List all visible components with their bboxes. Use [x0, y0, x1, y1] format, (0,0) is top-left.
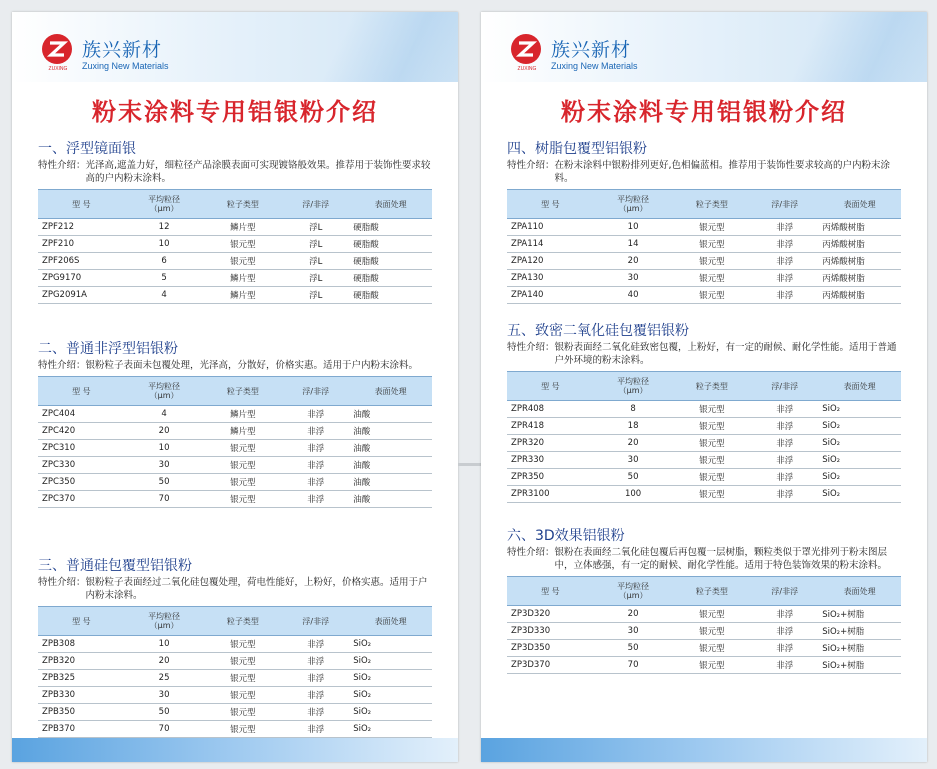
- model-column-header: 型 号: [38, 190, 125, 219]
- footer-band: [12, 738, 458, 762]
- particle-size-cell: 70: [594, 657, 673, 674]
- table-header-row: [507, 577, 901, 606]
- model-cell: ZPC350: [38, 474, 125, 491]
- float-cell: 浮L: [282, 219, 349, 236]
- table-row: [38, 236, 432, 253]
- table-row: [38, 423, 432, 440]
- product-spec-table: [38, 376, 432, 508]
- particle-type-cell: 银元型: [203, 670, 282, 687]
- particle-size-cell: 6: [125, 253, 204, 270]
- table-row: [38, 474, 432, 491]
- product-spec-table: [38, 606, 432, 738]
- particle-size-cell: 4: [125, 287, 204, 304]
- float-cell: 非浮: [282, 687, 349, 704]
- table-row: [38, 687, 432, 704]
- particle-type-cell: 银元型: [672, 236, 751, 253]
- particle-type-cell: 鳞片型: [203, 287, 282, 304]
- particle-type-cell: 银元型: [672, 623, 751, 640]
- intro-text: 银粉粒子表面未包覆处理，光泽高，分散好，价格实惠。适用于户内粉末涂料。: [85, 360, 419, 371]
- float-cell: 非浮: [751, 452, 818, 469]
- surface-treatment-cell: SiO₂: [349, 704, 432, 721]
- float-cell: 非浮: [282, 406, 349, 423]
- float-cell: 非浮: [282, 440, 349, 457]
- surface-treatment-cell: 硬脂酸: [349, 219, 432, 236]
- table-header-row: [38, 377, 432, 406]
- section-heading: 四、树脂包覆型铝银粉: [507, 141, 647, 157]
- particle-type-cell: 鳞片型: [203, 406, 282, 423]
- particle-size-column-header: 平均粒径 （μm）: [594, 372, 673, 401]
- surface-treatment-cell: SiO₂: [818, 452, 901, 469]
- float-column-header: 浮/非浮: [751, 577, 818, 606]
- model-cell: ZPC420: [38, 423, 125, 440]
- intro-label: 特性介绍：: [507, 160, 555, 171]
- product-section: [507, 527, 901, 674]
- particle-size-cell: 20: [594, 435, 673, 452]
- table-row: [507, 623, 901, 640]
- model-cell: ZP3D370: [507, 657, 594, 674]
- model-cell: ZPA114: [507, 236, 594, 253]
- surface-treatment-cell: SiO₂: [818, 435, 901, 452]
- surface-treatment-cell: SiO₂+树脂: [818, 623, 901, 640]
- particle-type-cell: 银元型: [203, 636, 282, 653]
- table-body: [507, 219, 901, 304]
- section-heading: 三、普通硅包覆型铝银粉: [38, 558, 192, 574]
- model-cell: ZPC404: [38, 406, 125, 423]
- table-row: [507, 418, 901, 435]
- surface-treatment-cell: SiO₂+树脂: [818, 640, 901, 657]
- particle-size-cell: 5: [125, 270, 204, 287]
- particle-size-cell: 50: [594, 640, 673, 657]
- table-header: [38, 607, 432, 636]
- product-section: [507, 140, 901, 304]
- product-spec-table: [507, 371, 901, 503]
- particle-size-cell: 30: [125, 687, 204, 704]
- particle-type-cell: 鳞片型: [203, 219, 282, 236]
- model-cell: ZPC370: [38, 491, 125, 508]
- surface-treatment-cell: SiO₂: [349, 636, 432, 653]
- float-cell: 非浮: [282, 423, 349, 440]
- model-cell: ZPG9170: [38, 270, 125, 287]
- surface-treatment-cell: 油酸: [349, 457, 432, 474]
- model-cell: ZPA120: [507, 253, 594, 270]
- surface-treatment-cell: SiO₂: [818, 469, 901, 486]
- float-cell: 非浮: [282, 704, 349, 721]
- surface-treatment-cell: 硬脂酸: [349, 236, 432, 253]
- table-body: [507, 401, 901, 503]
- particle-size-column-header: 平均粒径 （μm）: [125, 607, 204, 636]
- page-title: 粉末涂料专用铝银粉介绍: [561, 98, 847, 126]
- intro-text: 光泽高,遮盖力好，细粒径产品涂膜表面可实现镀铬般效果。推荐用于装饰性要求较高的户内粉末涂料。: [85, 160, 431, 184]
- float-column-header: 浮/非浮: [282, 190, 349, 219]
- model-cell: ZP3D350: [507, 640, 594, 657]
- particle-type-cell: 银元型: [672, 452, 751, 469]
- table-row: [38, 270, 432, 287]
- section-intro: [38, 159, 432, 185]
- float-cell: 非浮: [751, 657, 818, 674]
- float-cell: 非浮: [751, 253, 818, 270]
- table-row: [38, 253, 432, 270]
- logo-small-text: ZUXING: [517, 66, 537, 72]
- product-spec-table: [507, 576, 901, 674]
- table-header-row: [38, 190, 432, 219]
- model-cell: ZPR408: [507, 401, 594, 418]
- particle-type-cell: 银元型: [203, 721, 282, 738]
- surface-treatment-cell: 丙烯酸树脂: [818, 287, 901, 304]
- float-cell: 非浮: [751, 418, 818, 435]
- float-cell: 非浮: [751, 486, 818, 503]
- particle-size-cell: 12: [125, 219, 204, 236]
- table-row: [38, 491, 432, 508]
- table-body: [507, 606, 901, 674]
- float-column-header: 浮/非浮: [282, 607, 349, 636]
- particle-type-column-header: 粒子类型: [203, 607, 282, 636]
- float-cell: 非浮: [751, 623, 818, 640]
- surface-treatment-cell: SiO₂: [349, 721, 432, 738]
- surface-treatment-cell: SiO₂: [349, 653, 432, 670]
- particle-size-cell: 30: [594, 452, 673, 469]
- particle-type-cell: 银元型: [203, 253, 282, 270]
- model-cell: ZPB330: [38, 687, 125, 704]
- table-header: [507, 372, 901, 401]
- surface-treatment-cell: 油酸: [349, 474, 432, 491]
- particle-size-cell: 70: [125, 721, 204, 738]
- section-heading: 二、普通非浮型铝银粉: [38, 341, 178, 357]
- float-cell: 浮L: [282, 270, 349, 287]
- company-english-name: Zuxing New Materials: [82, 61, 169, 71]
- float-cell: 非浮: [751, 640, 818, 657]
- surface-treatment-cell: 硬脂酸: [349, 287, 432, 304]
- particle-size-cell: 50: [125, 704, 204, 721]
- particle-size-cell: 50: [125, 474, 204, 491]
- model-cell: ZPC310: [38, 440, 125, 457]
- float-cell: 非浮: [751, 236, 818, 253]
- particle-size-column-header: 平均粒径 （μm）: [594, 577, 673, 606]
- model-cell: ZPF210: [38, 236, 125, 253]
- surface-treatment-column-header: 表面处理: [349, 377, 432, 406]
- table-body: [38, 219, 432, 304]
- surface-treatment-cell: 硬脂酸: [349, 270, 432, 287]
- float-column-header: 浮/非浮: [751, 190, 818, 219]
- product-section: [507, 322, 901, 503]
- model-cell: ZP3D320: [507, 606, 594, 623]
- particle-size-column-header: 平均粒径 （μm）: [125, 190, 204, 219]
- particle-size-cell: 8: [594, 401, 673, 418]
- surface-treatment-cell: 硬脂酸: [349, 253, 432, 270]
- model-column-header: 型 号: [38, 377, 125, 406]
- surface-treatment-cell: 丙烯酸树脂: [818, 219, 901, 236]
- surface-treatment-cell: SiO₂: [349, 687, 432, 704]
- table-row: [507, 606, 901, 623]
- table-header: [507, 190, 901, 219]
- model-cell: ZPA130: [507, 270, 594, 287]
- particle-size-column-header: 平均粒径 （μm）: [125, 377, 204, 406]
- table-body: [38, 406, 432, 508]
- particle-size-cell: 14: [594, 236, 673, 253]
- table-header: [507, 577, 901, 606]
- particle-type-cell: 银元型: [203, 653, 282, 670]
- company-name: 族兴新材: [551, 39, 632, 61]
- company-name: 族兴新材: [82, 39, 163, 61]
- float-cell: 浮L: [282, 253, 349, 270]
- float-cell: 浮L: [282, 287, 349, 304]
- table-row: [38, 653, 432, 670]
- particle-type-column-header: 粒子类型: [672, 372, 751, 401]
- section-intro: [38, 359, 432, 372]
- particle-type-cell: 银元型: [672, 435, 751, 452]
- intro-label: 特性介绍：: [507, 342, 555, 353]
- table-row: [38, 219, 432, 236]
- float-cell: 非浮: [751, 219, 818, 236]
- surface-treatment-cell: SiO₂: [818, 418, 901, 435]
- table-row: [507, 469, 901, 486]
- particle-size-cell: 100: [594, 486, 673, 503]
- float-cell: 非浮: [282, 653, 349, 670]
- float-cell: 非浮: [282, 457, 349, 474]
- particle-size-cell: 20: [594, 253, 673, 270]
- surface-treatment-cell: 丙烯酸树脂: [818, 236, 901, 253]
- particle-type-cell: 银元型: [672, 219, 751, 236]
- particle-type-cell: 银元型: [203, 440, 282, 457]
- float-cell: 浮L: [282, 236, 349, 253]
- particle-type-cell: 银元型: [672, 401, 751, 418]
- logo-z-icon: [511, 34, 541, 64]
- table-row: [38, 287, 432, 304]
- model-cell: ZPC330: [38, 457, 125, 474]
- particle-type-cell: 鳞片型: [203, 270, 282, 287]
- float-cell: 非浮: [282, 636, 349, 653]
- table-row: [507, 640, 901, 657]
- float-cell: 非浮: [751, 469, 818, 486]
- particle-size-cell: 70: [125, 491, 204, 508]
- intro-label: 特性介绍：: [38, 360, 86, 371]
- float-column-header: 浮/非浮: [282, 377, 349, 406]
- table-row: [507, 401, 901, 418]
- particle-type-cell: 银元型: [203, 704, 282, 721]
- model-cell: ZPB320: [38, 653, 125, 670]
- float-cell: 非浮: [282, 721, 349, 738]
- model-cell: ZPG2091A: [38, 287, 125, 304]
- table-row: [38, 721, 432, 738]
- surface-treatment-cell: SiO₂: [818, 401, 901, 418]
- float-column-header: 浮/非浮: [751, 372, 818, 401]
- fold-divider: [458, 463, 481, 466]
- particle-size-cell: 20: [125, 653, 204, 670]
- particle-type-cell: 银元型: [672, 640, 751, 657]
- particle-type-cell: 银元型: [203, 491, 282, 508]
- intro-text: 银粉表面经二氧化硅致密包覆，上粉好，有一定的耐候、耐化学性能。适用于普通户外环境的粉末涂料。: [554, 342, 897, 366]
- surface-treatment-cell: 丙烯酸树脂: [818, 253, 901, 270]
- particle-type-cell: 银元型: [672, 657, 751, 674]
- section-heading: 一、浮型镜面银: [38, 141, 136, 157]
- table-row: [507, 219, 901, 236]
- surface-treatment-column-header: 表面处理: [349, 607, 432, 636]
- surface-treatment-cell: 油酸: [349, 406, 432, 423]
- product-spec-table: [507, 189, 901, 304]
- float-cell: 非浮: [751, 287, 818, 304]
- table-row: [507, 287, 901, 304]
- table-row: [507, 253, 901, 270]
- section-intro: [507, 341, 901, 367]
- brochure-page-left: [12, 12, 458, 762]
- particle-size-cell: 50: [594, 469, 673, 486]
- model-cell: ZPA110: [507, 219, 594, 236]
- section-intro: [507, 159, 901, 185]
- particle-type-cell: 鳞片型: [203, 423, 282, 440]
- table-row: [507, 486, 901, 503]
- table-header-row: [507, 372, 901, 401]
- particle-type-cell: 银元型: [203, 474, 282, 491]
- table-row: [38, 406, 432, 423]
- model-cell: ZPR350: [507, 469, 594, 486]
- table-row: [507, 236, 901, 253]
- table-row: [38, 704, 432, 721]
- page-title: 粉末涂料专用铝银粉介绍: [92, 98, 378, 126]
- section-heading: 六、3D效果铝银粉: [507, 528, 625, 544]
- particle-size-cell: 10: [125, 236, 204, 253]
- particle-type-cell: 银元型: [672, 253, 751, 270]
- model-column-header: 型 号: [507, 372, 594, 401]
- table-row: [507, 452, 901, 469]
- company-english-name: Zuxing New Materials: [551, 61, 638, 71]
- particle-size-cell: 25: [125, 670, 204, 687]
- particle-type-cell: 银元型: [203, 457, 282, 474]
- float-cell: 非浮: [751, 606, 818, 623]
- particle-size-column-header: 平均粒径 （μm）: [594, 190, 673, 219]
- model-cell: ZPF206S: [38, 253, 125, 270]
- table-header: [38, 377, 432, 406]
- model-column-header: 型 号: [507, 190, 594, 219]
- section-intro: [507, 546, 901, 572]
- particle-size-cell: 30: [594, 623, 673, 640]
- table-row: [38, 636, 432, 653]
- surface-treatment-cell: SiO₂+树脂: [818, 657, 901, 674]
- table-header: [38, 190, 432, 219]
- logo-z-icon: [42, 34, 72, 64]
- model-cell: ZPR3100: [507, 486, 594, 503]
- section-intro: [38, 576, 432, 602]
- table-row: [38, 457, 432, 474]
- model-cell: ZPB325: [38, 670, 125, 687]
- particle-size-cell: 20: [125, 423, 204, 440]
- product-spec-table: [38, 189, 432, 304]
- model-column-header: 型 号: [507, 577, 594, 606]
- intro-label: 特性介绍：: [507, 547, 555, 558]
- surface-treatment-cell: 油酸: [349, 491, 432, 508]
- float-cell: 非浮: [282, 474, 349, 491]
- float-cell: 非浮: [282, 670, 349, 687]
- model-cell: ZPR330: [507, 452, 594, 469]
- logo-small-text: ZUXING: [48, 66, 68, 72]
- particle-type-cell: 银元型: [672, 606, 751, 623]
- section-heading: 五、致密二氧化硅包覆铝银粉: [507, 323, 689, 339]
- model-column-header: 型 号: [38, 607, 125, 636]
- particle-size-cell: 40: [594, 287, 673, 304]
- particle-type-column-header: 粒子类型: [672, 190, 751, 219]
- particle-type-cell: 银元型: [672, 469, 751, 486]
- intro-text: 银粉在表面经二氧化硅包覆后再包覆一层树脂，颗粒类似于罩光排列于粉末图层中，立体感强，有一定的耐候、耐化学性能。适用于特色装饰效果的粉末涂料。: [554, 547, 888, 571]
- product-section: [38, 140, 432, 304]
- surface-treatment-column-header: 表面处理: [818, 372, 901, 401]
- brochure-page-right: [481, 12, 927, 762]
- particle-type-cell: 银元型: [672, 486, 751, 503]
- table-row: [38, 670, 432, 687]
- particle-size-cell: 30: [125, 457, 204, 474]
- particle-type-column-header: 粒子类型: [672, 577, 751, 606]
- surface-treatment-cell: 油酸: [349, 440, 432, 457]
- particle-type-cell: 银元型: [203, 687, 282, 704]
- surface-treatment-column-header: 表面处理: [349, 190, 432, 219]
- float-cell: 非浮: [282, 491, 349, 508]
- surface-treatment-column-header: 表面处理: [818, 190, 901, 219]
- particle-size-cell: 18: [594, 418, 673, 435]
- intro-label: 特性介绍：: [38, 160, 86, 171]
- table-body: [38, 636, 432, 738]
- particle-type-cell: 银元型: [672, 270, 751, 287]
- intro-text: 银粉粒子表面经过二氧化硅包覆处理，荷电性能好，上粉好，价格实惠。适用于户内粉末涂料。: [85, 577, 428, 601]
- product-section: [38, 340, 432, 508]
- model-cell: ZPR320: [507, 435, 594, 452]
- surface-treatment-cell: SiO₂+树脂: [818, 606, 901, 623]
- table-row: [507, 435, 901, 452]
- table-row: [38, 440, 432, 457]
- surface-treatment-cell: SiO₂: [818, 486, 901, 503]
- table-header-row: [507, 190, 901, 219]
- particle-size-cell: 10: [125, 636, 204, 653]
- table-row: [507, 270, 901, 287]
- particle-size-cell: 30: [594, 270, 673, 287]
- particle-type-column-header: 粒子类型: [203, 190, 282, 219]
- intro-text: 在粉末涂料中银粉排列更好,色相偏蓝相。推荐用于装饰性要求较高的户内粉末涂料。: [554, 160, 891, 184]
- particle-type-column-header: 粒子类型: [203, 377, 282, 406]
- particle-size-cell: 4: [125, 406, 204, 423]
- surface-treatment-cell: 油酸: [349, 423, 432, 440]
- float-cell: 非浮: [751, 401, 818, 418]
- float-cell: 非浮: [751, 270, 818, 287]
- model-cell: ZPB308: [38, 636, 125, 653]
- model-cell: ZPB370: [38, 721, 125, 738]
- surface-treatment-cell: SiO₂: [349, 670, 432, 687]
- intro-label: 特性介绍：: [38, 577, 86, 588]
- particle-size-cell: 20: [594, 606, 673, 623]
- surface-treatment-cell: 丙烯酸树脂: [818, 270, 901, 287]
- float-cell: 非浮: [751, 435, 818, 452]
- product-section: [38, 557, 432, 738]
- model-cell: ZP3D330: [507, 623, 594, 640]
- particle-type-cell: 银元型: [672, 418, 751, 435]
- model-cell: ZPF212: [38, 219, 125, 236]
- table-row: [507, 657, 901, 674]
- particle-size-cell: 10: [594, 219, 673, 236]
- model-cell: ZPB350: [38, 704, 125, 721]
- particle-size-cell: 10: [125, 440, 204, 457]
- table-header-row: [38, 607, 432, 636]
- particle-type-cell: 银元型: [203, 236, 282, 253]
- model-cell: ZPA140: [507, 287, 594, 304]
- model-cell: ZPR418: [507, 418, 594, 435]
- particle-type-cell: 银元型: [672, 287, 751, 304]
- footer-band: [481, 738, 927, 762]
- surface-treatment-column-header: 表面处理: [818, 577, 901, 606]
